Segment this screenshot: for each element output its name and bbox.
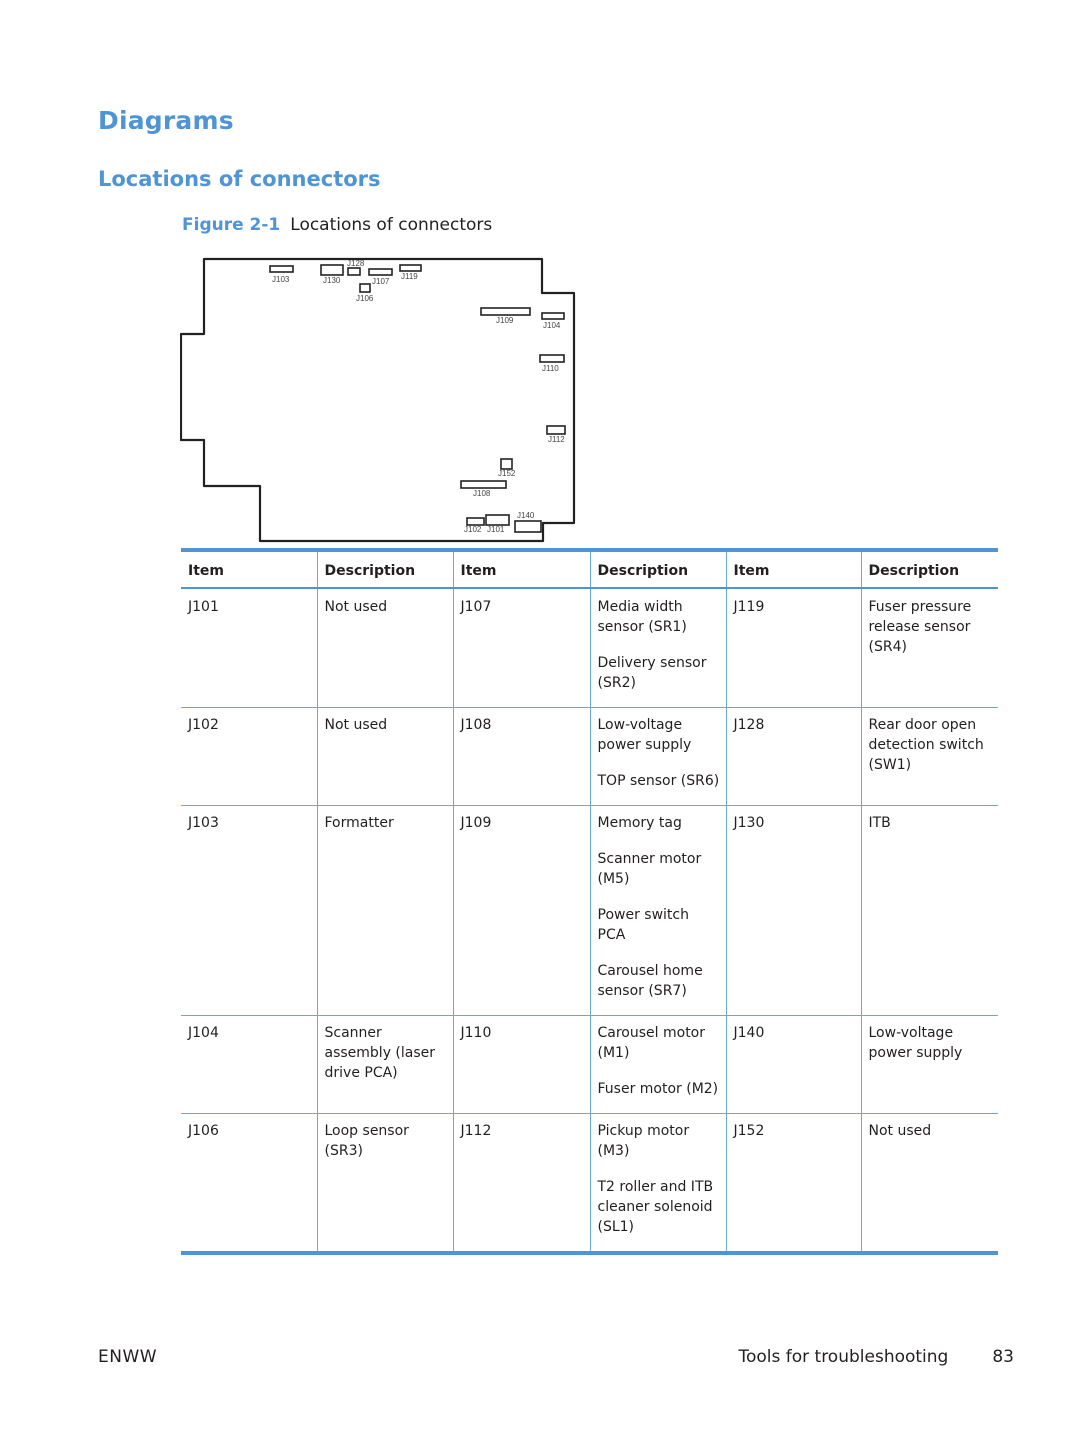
connector-description: TOP sensor (SR6): [597, 773, 720, 789]
connector-id: J140: [733, 1025, 765, 1041]
column-header: Item: [181, 552, 317, 588]
connector-blocks: [270, 265, 565, 532]
connector-j101: [486, 515, 509, 525]
connector-j108: [461, 481, 506, 488]
connector-description: Loop sensor (SR3): [324, 1123, 409, 1159]
connector-id: J112: [460, 1123, 492, 1139]
section-heading: Locations of connectors: [98, 167, 381, 191]
connector-j107: [369, 269, 392, 275]
table-header-row: [181, 552, 998, 588]
connector-description: Scanner motor (M5): [597, 851, 702, 887]
connector-id: J108: [460, 717, 492, 733]
connector-description: Media width sensor (SR1): [597, 599, 687, 635]
connector-j130: [321, 265, 343, 275]
column-header: Description: [590, 552, 726, 588]
description-cell: [317, 588, 453, 708]
connector-label: J119: [401, 272, 418, 281]
connector-board-diagram: [180, 255, 580, 545]
column-header: Description: [861, 552, 998, 588]
connector-id: J107: [460, 599, 492, 615]
connector-id: J101: [188, 599, 219, 615]
connector-j140: [515, 521, 541, 532]
description-cell: [861, 588, 998, 708]
connector-description: Fuser motor (M2): [597, 1081, 719, 1097]
description-cell: [861, 1016, 998, 1114]
description-cell: [861, 806, 998, 1016]
connector-label: J107: [372, 277, 390, 286]
connector-description: Rear door open detection switch (SW1): [868, 717, 984, 773]
figure-caption: [182, 215, 492, 235]
description-cell: [317, 1114, 453, 1252]
connector-j103: [270, 266, 293, 272]
connector-label: J103: [272, 275, 290, 284]
connector-j110: [540, 355, 564, 362]
connector-description: Power switch PCA: [597, 907, 689, 943]
description-cell: [317, 708, 453, 806]
description-cell: [861, 1114, 998, 1252]
description-cell: [317, 1016, 453, 1114]
connector-description: ITB: [868, 815, 891, 831]
item-cell: [181, 588, 317, 708]
connector-id: J104: [188, 1025, 219, 1041]
table-row: [181, 588, 998, 708]
connector-id: J103: [188, 815, 219, 831]
description-cell: [590, 1114, 726, 1252]
connector-id: J130: [733, 815, 765, 831]
connector-label: J152: [498, 469, 516, 478]
connector-description: Carousel home sensor (SR7): [597, 963, 703, 999]
connector-label: J140: [517, 511, 535, 520]
connector-label: J112: [548, 435, 565, 444]
item-cell: [453, 588, 590, 708]
column-header: Item: [453, 552, 590, 588]
connector-description: Formatter: [324, 815, 394, 831]
connector-j128: [348, 268, 360, 275]
connector-label: J104: [543, 321, 561, 330]
connector-label: J109: [496, 316, 514, 325]
connector-id: J102: [188, 717, 219, 733]
table-row: [181, 806, 998, 1016]
item-cell: [726, 708, 861, 806]
description-cell: [590, 1016, 726, 1114]
column-header: Item: [726, 552, 861, 588]
connector-id: J119: [733, 599, 765, 615]
figure-caption-text: Locations of connectors: [290, 215, 493, 235]
description-cell: [590, 588, 726, 708]
item-cell: [453, 806, 590, 1016]
connector-id: J128: [733, 717, 765, 733]
connector-description: Low-voltage power supply: [868, 1025, 963, 1061]
connector-description: Fuser pressure release sensor (SR4): [868, 599, 972, 655]
connector-description: Low-voltage power supply: [597, 717, 692, 753]
column-header: Description: [317, 552, 453, 588]
connector-description: Scanner assembly (laser drive PCA): [324, 1025, 436, 1081]
connector-description: Not used: [324, 717, 388, 733]
table-row: [181, 1114, 998, 1252]
footer-edition: ENWW: [98, 1347, 158, 1367]
connector-label: J108: [473, 489, 491, 498]
connector-j109: [481, 308, 530, 315]
connector-description: Delivery sensor (SR2): [597, 655, 707, 691]
item-cell: [181, 1114, 317, 1252]
description-cell: [590, 806, 726, 1016]
connector-label: J106: [356, 294, 374, 303]
connector-label: J128: [347, 259, 365, 268]
connector-j112: [547, 426, 565, 434]
footer-section: Tools for troubleshooting: [738, 1347, 949, 1367]
connector-label: J130: [323, 276, 341, 285]
connector-labels: [272, 259, 565, 534]
connector-j106: [360, 284, 370, 292]
table-row: [181, 1016, 998, 1114]
item-cell: [453, 1016, 590, 1114]
item-cell: [726, 1114, 861, 1252]
connector-description: Not used: [868, 1123, 932, 1139]
connector-label: J110: [542, 364, 559, 373]
connector-description: Not used: [324, 599, 388, 615]
figure-label: Figure 2-1: [182, 215, 281, 235]
board-outline: [181, 259, 574, 541]
item-cell: [453, 708, 590, 806]
connector-description: T2 roller and ITB cleaner solenoid (SL1): [597, 1179, 714, 1235]
connector-label: J102: [464, 525, 482, 534]
page-number: 83: [992, 1347, 1014, 1367]
table-row: [181, 708, 998, 806]
item-cell: [726, 806, 861, 1016]
connector-label: J101: [487, 525, 505, 534]
connector-j119: [400, 265, 421, 271]
connector-j152: [501, 459, 512, 469]
description-cell: [861, 708, 998, 806]
item-cell: [181, 708, 317, 806]
item-cell: [726, 588, 861, 708]
item-cell: [181, 806, 317, 1016]
item-cell: [181, 1016, 317, 1114]
item-cell: [453, 1114, 590, 1252]
connector-id: J110: [460, 1025, 492, 1041]
description-cell: [590, 708, 726, 806]
description-cell: [317, 806, 453, 1016]
connector-id: J109: [460, 815, 492, 831]
footer-nav: [738, 1347, 1014, 1367]
page-title: Diagrams: [98, 106, 234, 135]
item-cell: [726, 1016, 861, 1114]
connector-description: Memory tag: [597, 815, 682, 831]
connector-j102: [467, 518, 484, 525]
connector-table: [181, 548, 998, 1255]
connector-id: J152: [733, 1123, 765, 1139]
connector-description: Pickup motor (M3): [597, 1123, 690, 1159]
connector-id: J106: [188, 1123, 219, 1139]
connector-description: Carousel motor (M1): [597, 1025, 706, 1061]
connector-j104: [542, 313, 564, 319]
